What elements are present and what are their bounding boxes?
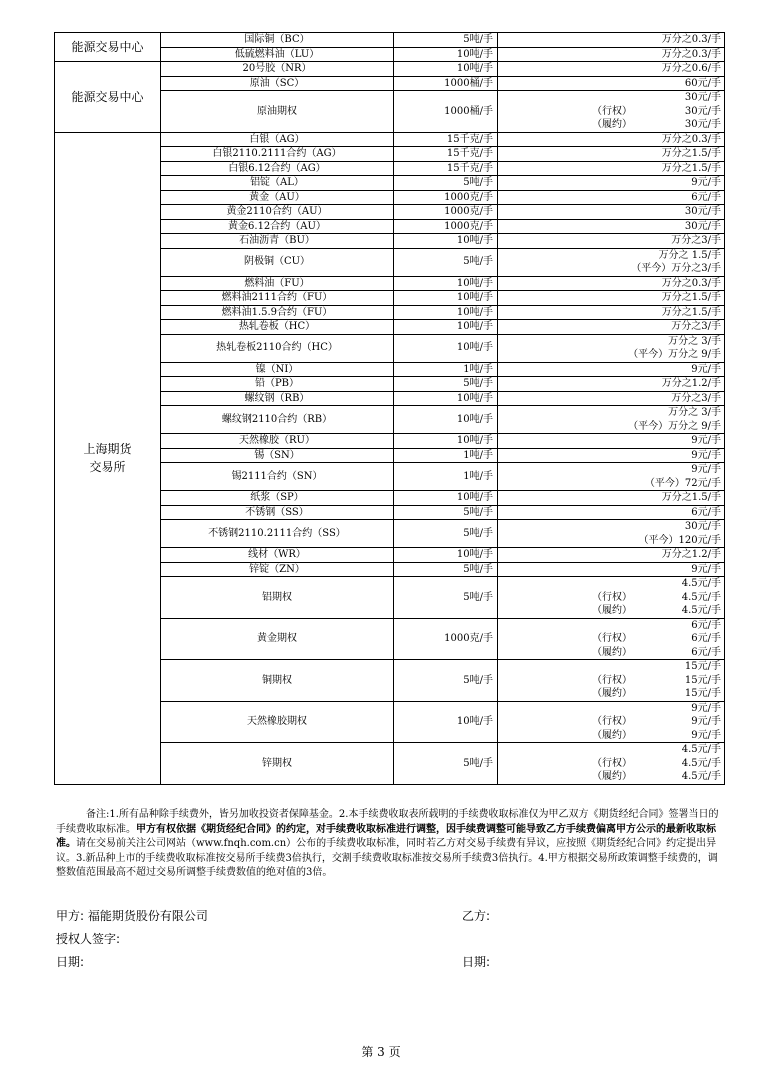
unit-cell: 10吨/手: [394, 334, 498, 362]
product-cell: 燃料油2111合约（FU）: [161, 291, 394, 306]
fee-value: 4.5元/手: [681, 757, 721, 769]
fee-line: [500, 757, 721, 771]
fee-value: 万分之1.5/手: [661, 492, 721, 503]
unit-cell: 5吨/手: [394, 577, 498, 619]
fee-cell: [498, 448, 725, 463]
fee-value: 万分之0.3/手: [661, 277, 721, 289]
unit-cell: 5吨/手: [394, 377, 498, 392]
product-cell: 燃料油1.5.9合约（FU）: [161, 305, 394, 320]
fee-type-label: （行权）: [592, 633, 632, 644]
fee-value: 6元/手: [691, 646, 721, 658]
fee-cell: [498, 660, 725, 702]
note-part2: 请在交易前关注公司网站（www.fnqh.com.cn）公布的手续费收取标准，同时若乙方对交易手续费有异议，应按照《期货经纪合同》约定提出异议。3.新品种上市的手续费收取标准按交易所手续费3倍执行，交割手续费收取标准按交易所手续费3倍执行。4.甲方根据交易所政策调整手续费的，调整数值范围最高不超过交易所调整手续费数值的绝对值的3倍。: [56, 838, 718, 878]
fee-cell: [498, 62, 725, 77]
fee-line: [500, 335, 721, 349]
fee-value: 6元/手: [691, 191, 721, 203]
unit-cell: 1000克/手: [394, 190, 498, 205]
fee-line: [500, 687, 721, 701]
fee-line: [500, 619, 721, 633]
product-cell: 燃料油（FU）: [161, 276, 394, 291]
fee-value: 万分之3/手: [671, 235, 721, 246]
unit-cell: 10吨/手: [394, 62, 498, 77]
product-cell: 原油期权: [161, 91, 394, 133]
fee-value: （平今）72元/手: [644, 477, 721, 489]
fee-cell: [498, 320, 725, 335]
unit-cell: 10吨/手: [394, 406, 498, 434]
product-cell: 螺纹钢（RB）: [161, 391, 394, 406]
fee-value: 9元/手: [691, 363, 721, 375]
fee-cell: [498, 391, 725, 406]
fee-line: [500, 220, 721, 234]
fee-line: [500, 392, 721, 406]
fee-value: 万分之 3/手: [668, 407, 721, 418]
product-cell: 锌期权: [161, 743, 394, 785]
fee-value: 30元/手: [684, 119, 721, 130]
product-cell: 国际铜（BC）: [161, 33, 394, 48]
unit-cell: 10吨/手: [394, 434, 498, 449]
unit-cell: 5吨/手: [394, 505, 498, 520]
unit-cell: 10吨/手: [394, 291, 498, 306]
fee-type-label: （履约）: [592, 688, 632, 699]
fee-line: [500, 674, 721, 688]
fee-cell: [498, 377, 725, 392]
product-cell: 热轧卷板2110合约（HC）: [161, 334, 394, 362]
unit-cell: 1000桶/手: [394, 76, 498, 91]
fee-line: [500, 520, 721, 534]
product-cell: 镍（NI）: [161, 362, 394, 377]
product-cell: 螺纹钢2110合约（RB）: [161, 406, 394, 434]
fee-line: [500, 604, 721, 618]
product-cell: 锡2111合约（SN）: [161, 463, 394, 491]
fee-line: [500, 320, 721, 334]
fee-value: 万分之1.5/手: [661, 306, 721, 318]
fee-cell: [498, 362, 725, 377]
fee-value: 万分之1.2/手: [661, 549, 721, 560]
fee-type-label: （行权）: [592, 105, 632, 117]
fee-cell: [498, 406, 725, 434]
product-cell: 铝期权: [161, 577, 394, 619]
unit-cell: 15千克/手: [394, 147, 498, 162]
fee-cell: [498, 463, 725, 491]
fee-line: [500, 277, 721, 291]
exchange-cell: 上海期货 交易所: [55, 132, 161, 784]
fee-value: （平今）万分之 9/手: [628, 420, 721, 432]
fee-line: [500, 770, 721, 784]
fee-line: [500, 420, 721, 434]
fee-value: 万分之1.5/手: [661, 148, 721, 159]
unit-cell: 1000克/手: [394, 618, 498, 660]
fee-line: [500, 133, 721, 147]
fee-value: 万分之0.3/手: [661, 48, 721, 60]
fee-line: [500, 262, 721, 276]
fee-value: 4.5元/手: [681, 578, 721, 589]
fee-value: 万分之 3/手: [668, 335, 721, 347]
fee-line: [500, 249, 721, 263]
fee-line: [500, 491, 721, 505]
product-cell: 黄金2110合约（AU）: [161, 205, 394, 220]
fee-value: 30元/手: [684, 521, 721, 532]
fee-line: [500, 506, 721, 520]
fee-line: [500, 48, 721, 62]
fee-type-label: （行权）: [592, 757, 632, 769]
fee-type-label: （行权）: [592, 716, 632, 727]
fee-value: 6元/手: [691, 506, 721, 518]
fee-value: 15元/手: [684, 661, 721, 672]
fee-line: [500, 548, 721, 562]
fee-line: [500, 702, 721, 716]
fee-cell: [498, 147, 725, 162]
product-cell: 黄金期权: [161, 618, 394, 660]
unit-cell: 10吨/手: [394, 548, 498, 563]
fee-line: [500, 205, 721, 219]
fee-type-label: （履约）: [592, 729, 632, 741]
fee-cell: [498, 618, 725, 660]
product-cell: 铜期权: [161, 660, 394, 702]
fee-line: [500, 660, 721, 674]
fee-cell: [498, 334, 725, 362]
fee-value: 60元/手: [684, 77, 721, 89]
fee-cell: [498, 234, 725, 249]
fee-cell: [498, 248, 725, 276]
page-number: 第 3 页: [361, 1045, 401, 1059]
fee-value: 6元/手: [691, 633, 721, 644]
product-cell: 阴极铜（CU）: [161, 248, 394, 276]
unit-cell: 1000桶/手: [394, 91, 498, 133]
fee-cell: [498, 434, 725, 449]
fee-line: [500, 33, 721, 47]
fee-cell: [498, 219, 725, 234]
product-cell: 线材（WR）: [161, 548, 394, 563]
fee-line: [500, 363, 721, 377]
fee-cell: [498, 491, 725, 506]
fee-type-label: （履约）: [592, 646, 632, 658]
fee-value: 万分之1.2/手: [661, 378, 721, 389]
product-cell: 石油沥青（BU）: [161, 234, 394, 249]
unit-cell: 1吨/手: [394, 362, 498, 377]
fee-value: 9元/手: [691, 716, 721, 727]
fee-line: [500, 191, 721, 205]
fee-line: [500, 234, 721, 248]
fee-cell: [498, 577, 725, 619]
fee-value: 万分之1.5/手: [661, 292, 721, 303]
fee-cell: [498, 161, 725, 176]
exchange-cell: 能源交易中心: [55, 62, 161, 133]
fee-cell: [498, 132, 725, 147]
unit-cell: 10吨/手: [394, 491, 498, 506]
fee-value: （平今）万分之3/手: [631, 263, 721, 274]
fee-value: 万分之3/手: [671, 392, 721, 404]
unit-cell: 1吨/手: [394, 463, 498, 491]
fee-line: [500, 715, 721, 729]
unit-cell: 5吨/手: [394, 743, 498, 785]
unit-cell: 1000克/手: [394, 205, 498, 220]
product-cell: 白银（AG）: [161, 132, 394, 147]
fee-cell: [498, 701, 725, 743]
fee-value: （平今）120元/手: [638, 534, 721, 546]
fee-value: 万分之0.6/手: [661, 63, 721, 74]
fee-line: [500, 377, 721, 391]
fee-value: 万分之0.3/手: [661, 34, 721, 45]
fee-value: 9元/手: [691, 177, 721, 188]
fee-value: 30元/手: [684, 105, 721, 117]
fee-value: 4.5元/手: [681, 744, 721, 755]
fee-line: [500, 449, 721, 463]
fee-value: （平今）万分之 9/手: [628, 349, 721, 360]
fee-line: [500, 62, 721, 76]
fee-line: [500, 563, 721, 577]
fee-cell: [498, 176, 725, 191]
product-cell: 白银6.12合约（AG）: [161, 161, 394, 176]
fee-table: [54, 32, 725, 785]
product-cell: 原油（SC）: [161, 76, 394, 91]
unit-cell: 10吨/手: [394, 305, 498, 320]
fee-line: [500, 477, 721, 491]
fee-line: [500, 646, 721, 660]
fee-line: [500, 176, 721, 190]
fee-line: [500, 105, 721, 119]
fee-cell: [498, 743, 725, 785]
date-b-label: 日期:: [462, 955, 491, 969]
fee-line: [500, 147, 721, 161]
fee-line: [500, 534, 721, 548]
unit-cell: 10吨/手: [394, 47, 498, 62]
table-row: [55, 62, 725, 77]
fee-value: 15元/手: [684, 688, 721, 699]
fee-value: 30元/手: [684, 92, 721, 103]
authorized-signature-label: 授权人签字:: [56, 932, 121, 946]
product-cell: 白银2110.2111合约（AG）: [161, 147, 394, 162]
fee-line: [500, 743, 721, 757]
fee-cell: [498, 548, 725, 563]
fee-cell: [498, 520, 725, 548]
unit-cell: 10吨/手: [394, 320, 498, 335]
fee-line: [500, 348, 721, 362]
fee-line: [500, 577, 721, 591]
unit-cell: 10吨/手: [394, 234, 498, 249]
fee-line: [500, 91, 721, 105]
product-cell: 低硫燃料油（LU）: [161, 47, 394, 62]
party-b-label: 乙方:: [462, 909, 491, 923]
fee-cell: [498, 33, 725, 48]
fee-line: [500, 434, 721, 448]
fee-value: 9元/手: [691, 464, 721, 475]
table-row: [55, 33, 725, 48]
fee-value: 万分之 1.5/手: [658, 249, 721, 261]
table-row: [55, 132, 725, 147]
fee-value: 9元/手: [691, 563, 721, 575]
fee-value: 9元/手: [691, 435, 721, 446]
fee-type-label: （行权）: [592, 591, 632, 603]
unit-cell: 15千克/手: [394, 132, 498, 147]
fee-cell: [498, 291, 725, 306]
note-bold: 甲方有权依据《期货经纪合同》的约定，对手续费收取标准进行调整，因手续费调整可能导致乙方手续费偏离甲方公示的最新收取标准。: [56, 823, 716, 849]
fee-type-label: （履约）: [592, 771, 632, 782]
fee-cell: [498, 47, 725, 62]
fee-value: 9元/手: [691, 729, 721, 741]
fee-cell: [498, 190, 725, 205]
unit-cell: 5吨/手: [394, 660, 498, 702]
fee-line: [500, 591, 721, 605]
product-cell: 不锈钢（SS）: [161, 505, 394, 520]
note-part1: 备注:1.所有品种除手续费外，皆另加收投资者保障基金。2.本手续费收取表所载明的手续费收取标准仅为甲乙双方《期货经纪合同》签署当日的手续费收取标准。: [56, 809, 719, 835]
product-cell: 铅（PB）: [161, 377, 394, 392]
unit-cell: 5吨/手: [394, 562, 498, 577]
fee-line: [500, 406, 721, 420]
unit-cell: 10吨/手: [394, 701, 498, 743]
fee-cell: [498, 305, 725, 320]
unit-cell: 5吨/手: [394, 176, 498, 191]
fee-value: 万分之3/手: [671, 321, 721, 332]
fee-value: 4.5元/手: [681, 771, 721, 782]
fee-value: 30元/手: [684, 220, 721, 232]
fee-type-label: （履约）: [592, 119, 632, 130]
product-cell: 纸浆（SP）: [161, 491, 394, 506]
fee-cell: [498, 505, 725, 520]
product-cell: 锡（SN）: [161, 448, 394, 463]
fee-line: [500, 729, 721, 743]
fee-value: 万分之0.3/手: [661, 133, 721, 145]
product-cell: 20号胶（NR）: [161, 62, 394, 77]
fee-cell: [498, 76, 725, 91]
fee-line: [500, 306, 721, 320]
unit-cell: 15千克/手: [394, 161, 498, 176]
unit-cell: 10吨/手: [394, 391, 498, 406]
product-cell: 锌锭（ZN）: [161, 562, 394, 577]
fee-value: 9元/手: [691, 449, 721, 461]
product-cell: 黄金6.12合约（AU）: [161, 219, 394, 234]
unit-cell: 5吨/手: [394, 520, 498, 548]
fee-line: [500, 118, 721, 132]
fee-type-label: （行权）: [592, 674, 632, 686]
product-cell: 不锈钢2110.2111合约（SS）: [161, 520, 394, 548]
fee-line: [500, 162, 721, 176]
fee-value: 4.5元/手: [681, 605, 721, 616]
unit-cell: 5吨/手: [394, 248, 498, 276]
unit-cell: 1000克/手: [394, 219, 498, 234]
fee-value: 30元/手: [684, 206, 721, 217]
fee-line: [500, 77, 721, 91]
fee-line: [500, 632, 721, 646]
fee-cell: [498, 91, 725, 133]
product-cell: 天然橡胶（RU）: [161, 434, 394, 449]
fee-type-label: （履约）: [592, 605, 632, 616]
fee-line: [500, 291, 721, 305]
fee-line: [500, 463, 721, 477]
fee-cell: [498, 205, 725, 220]
date-a-label: 日期:: [56, 955, 85, 969]
fee-value: 万分之1.5/手: [661, 162, 721, 174]
exchange-cell: 能源交易中心: [55, 33, 161, 62]
fee-value: 6元/手: [691, 619, 721, 631]
product-cell: 黄金（AU）: [161, 190, 394, 205]
fee-cell: [498, 562, 725, 577]
fee-value: 4.5元/手: [681, 591, 721, 603]
fee-cell: [498, 276, 725, 291]
fee-value: 9元/手: [691, 702, 721, 714]
product-cell: 铝锭（AL）: [161, 176, 394, 191]
product-cell: 热轧卷板（HC）: [161, 320, 394, 335]
unit-cell: 10吨/手: [394, 276, 498, 291]
remarks-note: [56, 808, 720, 881]
unit-cell: 5吨/手: [394, 33, 498, 48]
party-a-label: 甲方: 福能期货股份有限公司: [56, 909, 208, 923]
product-cell: 天然橡胶期权: [161, 701, 394, 743]
unit-cell: 1吨/手: [394, 448, 498, 463]
fee-value: 15元/手: [684, 674, 721, 686]
